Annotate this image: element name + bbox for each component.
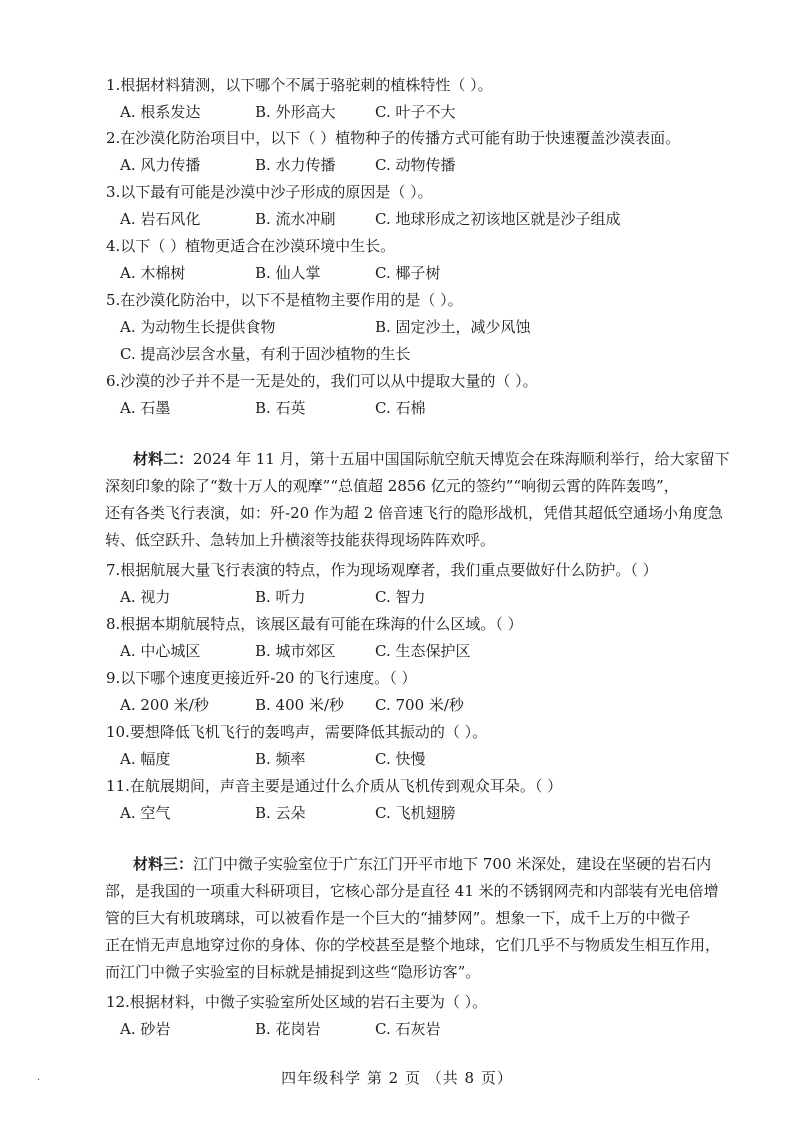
page-footer: 四年级科学 第 2 页 （共 8 页） (281, 1069, 513, 1087)
option-b: B. 听力 (255, 588, 306, 606)
question-7-options (120, 586, 720, 606)
question-3-options (120, 208, 720, 228)
option-b: B. 云朵 (255, 804, 306, 822)
option-c: C. 提高沙层含水量，有利于固沙植物的生长 (120, 345, 411, 363)
option-b: B. 仙人掌 (255, 264, 321, 282)
option-c: C. 石灰岩 (375, 1020, 441, 1038)
option-c: C. 椰子树 (375, 264, 441, 282)
material-3-line: 部，是我国的一项重大科研项目，它核心部分是直径 41 米的不锈钢网壳和内部装有光电倍增 (105, 882, 719, 900)
option-b: B. 城市郊区 (255, 642, 336, 660)
option-c: C. 石棉 (375, 399, 426, 417)
option-b: B. 流水冲刷 (255, 210, 336, 228)
question-9: 9.以下哪个速度更接近歼-20 的飞行速度。（ ） (106, 669, 417, 687)
question-4: 4.以下（ ）植物更适合在沙漠环境中生长。 (106, 237, 396, 255)
question-6-options (120, 397, 720, 417)
option-b: B. 频率 (255, 750, 306, 768)
question-12-options (120, 1018, 720, 1038)
question-10-options (120, 748, 720, 768)
option-b: B. 花岗岩 (255, 1020, 321, 1038)
option-b: B. 外形高大 (255, 103, 336, 121)
material-2-line: 还有各类飞行表演，如：歼-20 作为超 2 倍音速飞行的隐形战机，凭借其超低空通场小角度急 (105, 504, 724, 522)
material-3-label: 材料三： (133, 855, 194, 873)
material-3-line: 管的巨大有机玻璃球，可以被看作是一个巨大的“捕梦网”。想象一下，成千上万的中微子 (105, 909, 691, 927)
material-2-line: 2024 年 11 月，第十五届中国国际航空航天博览会在珠海顺利举行，给大家留下 (193, 450, 730, 468)
option-a: A. 空气 (120, 804, 171, 822)
option-a: A. 幅度 (120, 750, 171, 768)
question-12: 12.根据材料，中微子实验室所处区域的岩石主要为（ ）。 (106, 993, 488, 1011)
option-c: C. 智力 (375, 588, 426, 606)
question-7: 7.根据航展大量飞行表演的特点，作为现场观摩者，我们重点要做好什么防护。（ ） (106, 561, 658, 579)
option-b: B. 固定沙土，减少风蚀 (375, 318, 531, 336)
option-b: B. 石英 (255, 399, 306, 417)
question-5: 5.在沙漠化防治中，以下不是植物主要作用的是（ ）。 (106, 291, 463, 309)
option-a: A. 石墨 (120, 399, 171, 417)
option-c: C. 快慢 (375, 750, 426, 768)
material-2-line: 深刻印象的除了“数十万人的观摩”“总值超 2856 亿元的签约”“响彻云霄的阵阵轰鸣”， (105, 477, 679, 495)
option-a: A. 视力 (120, 588, 171, 606)
question-11-options (120, 802, 720, 822)
question-2: 2.在沙漠化防治项目中，以下（ ）植物种子的传播方式可能有助于快速覆盖沙漠表面。 (106, 129, 681, 147)
question-1-options (120, 101, 720, 121)
option-a: A. 木棉树 (120, 264, 186, 282)
question-2-options (120, 154, 720, 174)
option-c: C. 动物传播 (375, 156, 456, 174)
material-2-line: 转、低空跃升、急转加上升横滚等技能获得现场阵阵欢呼。 (105, 531, 496, 549)
question-8-options (120, 640, 720, 660)
question-9-options (120, 694, 720, 714)
option-a: A. 岩石风化 (120, 210, 201, 228)
option-c: C. 生态保护区 (375, 642, 471, 660)
question-11: 11.在航展期间，声音主要是通过什么介质从飞机传到观众耳朵。（ ） (106, 777, 563, 795)
material-3-line: 江门中微子实验室位于广东江门开平市地下 700 米深处，建设在坚硬的岩石内 (193, 855, 712, 873)
question-8: 8.根据本期航展特点，该展区最有可能在珠海的什么区域。（ ） (106, 615, 523, 633)
option-a: A. 根系发达 (120, 103, 201, 121)
option-a: A. 为动物生长提供食物 (120, 318, 276, 336)
option-c: C. 地球形成之初该地区就是沙子组成 (375, 210, 621, 228)
scan-mark: · (37, 1075, 41, 1086)
question-5-options (120, 316, 720, 336)
option-b: B. 400 米/秒 (255, 696, 345, 714)
option-a: A. 风力传播 (120, 156, 201, 174)
question-6: 6.沙漠的沙子并不是一无是处的，我们可以从中提取大量的（ ）。 (106, 372, 538, 390)
question-10: 10.要想降低飞机飞行的轰鸣声，需要降低其振动的（ ）。 (106, 723, 488, 741)
material-2 (105, 446, 730, 554)
option-b: B. 水力传播 (255, 156, 336, 174)
option-c: C. 飞机翅膀 (375, 804, 456, 822)
material-2-label: 材料二： (133, 450, 194, 468)
material-3-line: 正在悄无声息地穿过你的身体、你的学校甚至是整个地球，它们几乎不与物质发生相互作用， (105, 936, 721, 954)
option-a: A. 200 米/秒 (120, 696, 209, 714)
question-1: 1.根据材料猜测，以下哪个不属于骆驼刺的植株特性（ ）。 (106, 76, 493, 94)
option-a: A. 砂岩 (120, 1020, 171, 1038)
option-a: A. 中心城区 (120, 642, 201, 660)
question-4-options (120, 262, 720, 282)
question-3: 3.以下最有可能是沙漠中沙子形成的原因是（ ）。 (106, 183, 433, 201)
option-c: C. 700 米/秒 (375, 696, 464, 714)
material-3 (105, 851, 721, 986)
option-c: C. 叶子不大 (375, 103, 456, 121)
material-3-line: 而江门中微子实验室的目标就是捕捉到这些“隐形访客”。 (105, 963, 481, 981)
